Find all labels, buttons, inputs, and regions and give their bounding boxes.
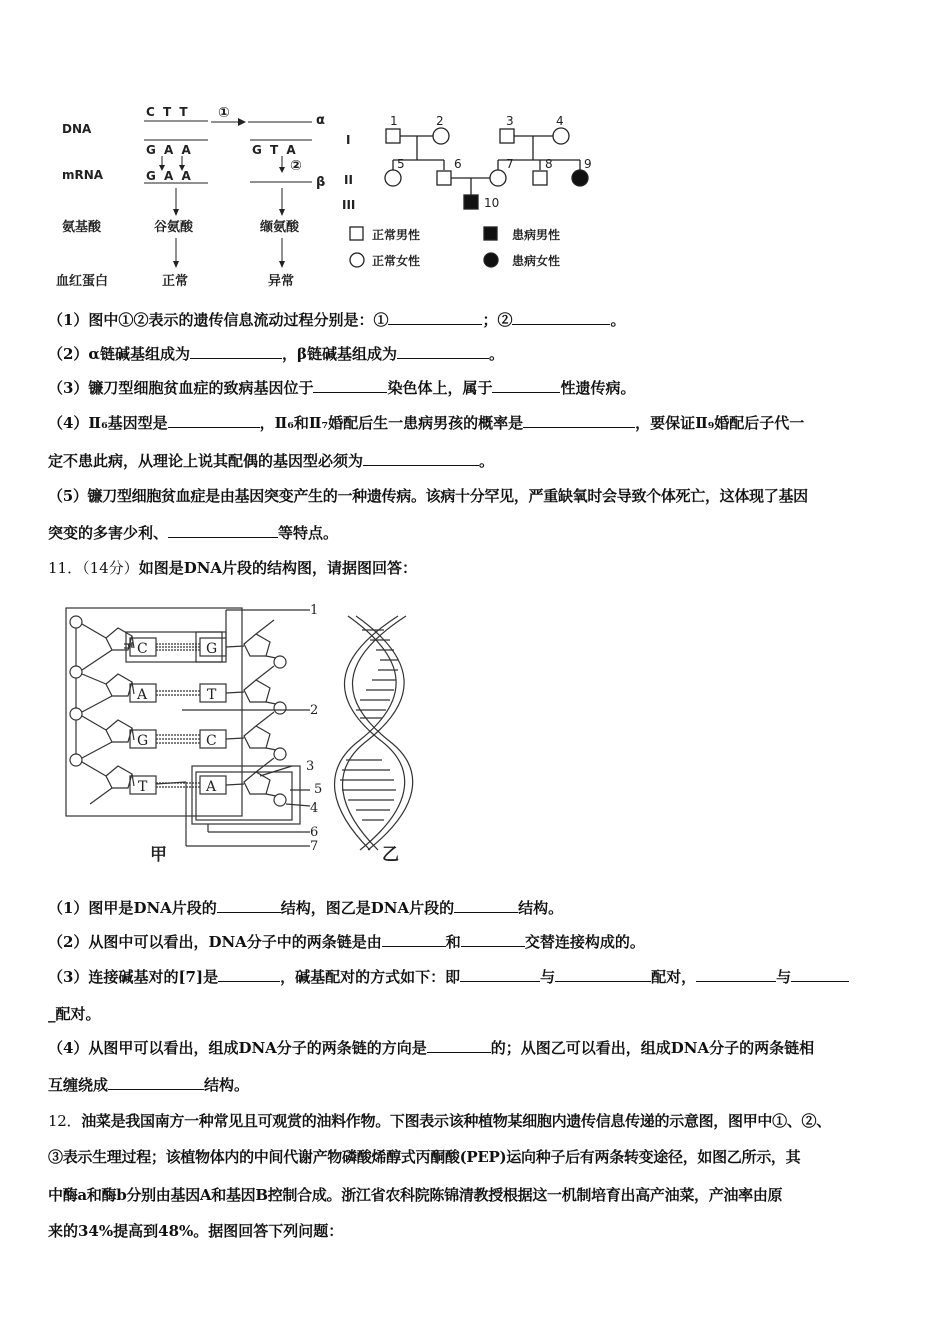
row-label-dna: DNA [62, 122, 92, 136]
svg-text:3: 3 [506, 114, 514, 128]
gen-label-3: III [342, 198, 356, 212]
base-left-2: G [137, 733, 149, 749]
callout-6: 6 [310, 825, 319, 840]
q11-blank-6[interactable] [460, 967, 540, 982]
q12-line-3: 中酶a和酶b分别由基因A和基因B控制合成。浙江省农科院陈锦清教授根据这一机制培育出高产油菜，产油率由原 [48, 1186, 783, 1204]
step-2-label: ② [290, 158, 302, 174]
q11-blank-8[interactable] [696, 967, 776, 982]
individual-8 [533, 171, 547, 185]
q11-line-3: （3）连接碱基对的[7]是 ，碱基配对的方式如下：即 与 配对， 与 [48, 966, 910, 988]
callout-2: 2 [310, 703, 319, 718]
dna-structure-figure [60, 600, 420, 865]
q11-blank-2[interactable] [454, 898, 518, 913]
row-label-mrna: mRNA [62, 168, 104, 182]
mrna-left: G A A [146, 169, 193, 183]
q10-line-2: （2）α链碱基组成为 ，β链碱基组成为 。 [48, 345, 504, 363]
gen-label-1: I [346, 133, 351, 147]
label-jia: 甲 [150, 845, 167, 865]
q12-line-1: 12．油菜是我国南方一种常见且可观赏的油料作物。下图表示该种植物某细胞内遗传信息传递的示意图，图甲中①、②、 [48, 1112, 831, 1130]
row-label-hemoglobin: 血红蛋白 [56, 274, 109, 289]
legend-affected-male-icon [484, 227, 497, 240]
q11-blank-7[interactable] [555, 967, 651, 982]
protein-left: 正常 [162, 274, 189, 289]
individual-6 [437, 171, 451, 185]
q11-line-1: （1）图甲是DNA片段的 结构，图乙是DNA片段的 结构。 [48, 899, 564, 917]
callout-3: 3 [306, 759, 315, 774]
base-right-0: G [206, 641, 218, 657]
amino-acid-right: 缬氨酸 [260, 220, 300, 235]
legend-normal-male-icon [350, 227, 363, 240]
q10-line-7: 突变的多害少利、 等特点。 [48, 524, 339, 542]
amino-acid-left: 谷氨酸 [154, 220, 194, 235]
row-label-amino-acid: 氨基酸 [62, 220, 102, 235]
base-right-1: T [207, 687, 217, 703]
q10-blank-7[interactable] [168, 413, 260, 428]
individual-5 [385, 170, 401, 186]
q11-line-3b: _配对。 [48, 1005, 101, 1023]
step-1-label: ① [218, 105, 230, 121]
q10-line-3: （3）镰刀型细胞贫血症的致病基因位于 染色体上，属于 性遗传病。 [48, 379, 636, 397]
q10-line-4: （4）Ⅱ₆基因型是 ，Ⅱ₆和Ⅱ₇婚配后生一患病男孩的概率是 ，要保证Ⅱ₉婚配后子代一 [48, 414, 805, 432]
q11-blank-4[interactable] [461, 932, 525, 947]
q10-blank-1[interactable] [388, 310, 482, 325]
individual-9 [572, 170, 588, 186]
base-left-1: A [137, 687, 148, 703]
base-left-3: T [138, 779, 148, 795]
callout-7: 7 [310, 839, 319, 854]
individual-4 [553, 128, 569, 144]
q11-title: 如图是DNA片段的结构图，请据图回答： [138, 559, 418, 577]
q11-blank-1[interactable] [217, 898, 281, 913]
callout-1: 1 [310, 603, 319, 618]
protein-right: 异常 [268, 274, 295, 289]
svg-text:4: 4 [556, 114, 564, 128]
legend-normal-female: 正常女性 [372, 254, 421, 268]
q10-blank-9[interactable] [363, 451, 479, 466]
legend-normal-female-icon [350, 253, 364, 267]
dna-bottom-left: G A A [146, 143, 193, 157]
individual-10 [464, 195, 478, 209]
q12-line-4: 来的34%提高到48%。据图回答下列问题： [48, 1222, 344, 1240]
legend-normal-male: 正常男性 [372, 228, 421, 242]
base-right-2: C [206, 733, 217, 749]
dna-bottom-right: G T A [252, 143, 298, 157]
svg-text:2: 2 [436, 114, 444, 128]
individual-3 [500, 129, 514, 143]
legend-affected-male: 患病男性 [512, 228, 561, 242]
individual-1 [386, 129, 400, 143]
label-yi: 乙 [382, 845, 399, 865]
q10-blank-2[interactable] [512, 310, 610, 325]
individual-7 [490, 170, 506, 186]
q11-blank-10[interactable] [427, 1038, 491, 1053]
q10-blank-8[interactable] [523, 413, 635, 428]
q11-blank-9[interactable] [791, 967, 849, 982]
q10-blank-3[interactable] [190, 344, 282, 359]
legend-affected-female: 患病女性 [512, 254, 561, 268]
q10-line-5: 定不患此病，从理论上说其配偶的基因型必须为 。 [48, 452, 495, 470]
base-left-0: C [137, 641, 148, 657]
q11-line-4: （4）从图甲可以看出，组成DNA分子的两条链的方向是 的；从图乙可以看出，组成DNA分子的两条链相 [48, 1039, 815, 1057]
legend-affected-female-icon [484, 253, 498, 267]
svg-text:7: 7 [506, 157, 514, 171]
q12-number: 12． [48, 1112, 82, 1130]
individual-2 [433, 128, 449, 144]
q10-blank-10[interactable] [168, 523, 278, 538]
q10-line-1: （1）图中①②表示的遗传信息流动过程分别是：① ；② 。 [48, 311, 626, 329]
q10-line-6: （5）镰刀型细胞贫血症是由基因突变产生的一种遗传病。该病十分罕见，严重缺氧时会导致个体死亡，这体现了基因 [48, 487, 808, 505]
q11-blank-11[interactable] [108, 1075, 204, 1090]
svg-text:8: 8 [545, 157, 553, 171]
svg-text:6: 6 [454, 157, 462, 171]
q11-number: 11．（14分） [48, 559, 139, 577]
q11-heading [48, 557, 910, 579]
q11-blank-5[interactable] [218, 967, 280, 982]
q12-line-2: ③表示生理过程；该植物体内的中间代谢产物磷酸烯醇式丙酮酸(PEP)运向种子后有两条转变途径，如图乙所示，其 [48, 1148, 801, 1166]
q10-blank-6[interactable] [492, 378, 560, 393]
q11-blank-3[interactable] [382, 932, 446, 947]
alpha-label: α [316, 113, 325, 128]
dna-top-left: C T T [146, 105, 190, 119]
beta-label: β [316, 175, 326, 190]
svg-text:10: 10 [484, 196, 500, 210]
callout-5: 5 [314, 782, 323, 797]
q10-blank-4[interactable] [397, 344, 489, 359]
base-right-3: A [206, 779, 217, 795]
svg-text:9: 9 [584, 157, 592, 171]
dna-flow-figure [50, 100, 340, 295]
svg-text:5: 5 [397, 157, 405, 171]
q11-line-5: 互缠绕成 结构。 [48, 1076, 250, 1094]
q10-blank-5[interactable] [313, 378, 387, 393]
callout-4: 4 [310, 801, 319, 816]
gen-label-2: II [344, 173, 353, 187]
q11-line-2: （2）从图中可以看出，DNA分子中的两条链是由 和 交替连接构成的。 [48, 933, 645, 951]
svg-text:1: 1 [390, 114, 398, 128]
pedigree-figure [340, 100, 610, 280]
